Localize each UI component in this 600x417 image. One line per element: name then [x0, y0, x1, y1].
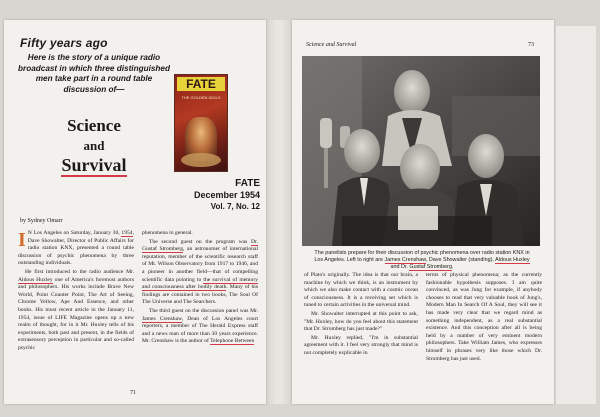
page-number: 73 [528, 42, 534, 48]
kicker: Fifty years ago [20, 36, 108, 50]
next-page-edge [556, 26, 596, 404]
left-page [4, 20, 266, 404]
paragraph: The second guest on the program was Dr. Gustaf Stromberg, an astronomer of international reputation, member of the scientific research staff of Mt. Wilson Observatory from 1917 to 1946, and a pioneer in another field—that of compelling scientific data pointing to the survival of memory and consciousness after bodily death. Many of his findings are contained in two books, The Soul Of The Universe and The Searchers. [142, 238, 259, 306]
drop-cap: I [18, 229, 26, 251]
paragraph: of Plato's originally. The idea is that our brain, a machine by which we think, is an instrument by which we also make contact with a cosmic ocean of consciousness. It is a receiving set which is tuned to certain activities in the universal mind. [304, 272, 418, 309]
page-number: 71 [130, 390, 136, 396]
magazine-name: FATE [235, 178, 260, 189]
photo-caption: The panelists prepare for their discussion of psychic phenomena over radio station KNX in Los Angeles. Left to right are James Crenshaw, Dave Showalter (standing), Aldous Huxley and Dr. Gustaf Stromberg. [314, 250, 530, 270]
right-column-2 [426, 272, 542, 364]
running-head: Science and Survival [306, 42, 357, 48]
right-column-1 [304, 272, 418, 359]
paragraph: He first introduced to the radio audience Mr. Aldous Huxley one of America's foremost authors and philosophers. His works include Brave New World, Point Counter Point, The Art of Seeing, Chrome Yellow, Ape And Essence, and other books. His most recent article in the January 11, 1954, issue of LIFE Magazine opens up a new realm of thought, for in it Mr. Huxley tells of his experiments, both past and present, in the fields of extrasensory perception in particular and so-called psychic [18, 268, 134, 351]
right-page [292, 20, 554, 404]
paragraph: phenomena in general. [142, 230, 193, 236]
intro-text: Here is the story of a unique radio broadcast in which three distinguished men take part in a round table discussion of— [18, 53, 170, 94]
book-gutter [266, 20, 292, 404]
title-and: and [83, 138, 105, 153]
magazine-issue: Vol. 7, No. 12 [210, 202, 260, 211]
left-column-2 [142, 230, 258, 347]
paragraph: Mr. Huxley replied, "I'm in substantial agreement with it. I feel very strongly that mind is not completely explicable in [304, 334, 418, 356]
paragraph: terms of physical phenomena; as the currently fashionable hypothesis supposes. I am quite convinced, as was Jung for example, if anybody chooses to read that very valuable book of Jung's, Modern Man In Search Of A Soul, they will see it has made very clear that we regard mind as something independent, as a real substantial existence. And this conception after all is being held by a number of very eminent modern philosophers. Take William James, who expresses himself in phrases very like those which Dr. Stromberg has just used. [426, 272, 542, 362]
title-survival: Survival [61, 155, 127, 175]
left-column-1 [18, 230, 134, 354]
paragraph: I N Los Angeles on Saturday, January 30, 1954, Dave Showalter, Director of Public Affairs for radio station KNX, presented a round table discussion of psychic phenomena by three outstanding individuals. [18, 229, 134, 267]
magazine-cover-line: THE GOLDEN IDOLS [181, 95, 221, 100]
magazine-date: December 1954 [193, 190, 260, 200]
paragraph: The third guest on the discussion panel was Mr. James Crenshaw, Dean of Los Angeles court reporters, a member of The Herald Express staff and a news man of more than 30 years experience. Mr. Crenshaw is the author of Telephone Between [142, 307, 259, 345]
title-science: Science [67, 116, 121, 135]
magazine-logo: FATE [177, 77, 225, 91]
magazine-cover [174, 74, 228, 172]
panel-photo-image [302, 56, 540, 246]
panel-photo [302, 56, 540, 246]
idol-base-icon [181, 153, 221, 167]
paragraph: Mr. Showalter interrupted at this point to ask, "Mr. Huxley, how do you feel about this statement that Dr. Stromberg has just made?" [304, 310, 418, 333]
byline: by Sydney Omarr [20, 218, 63, 224]
